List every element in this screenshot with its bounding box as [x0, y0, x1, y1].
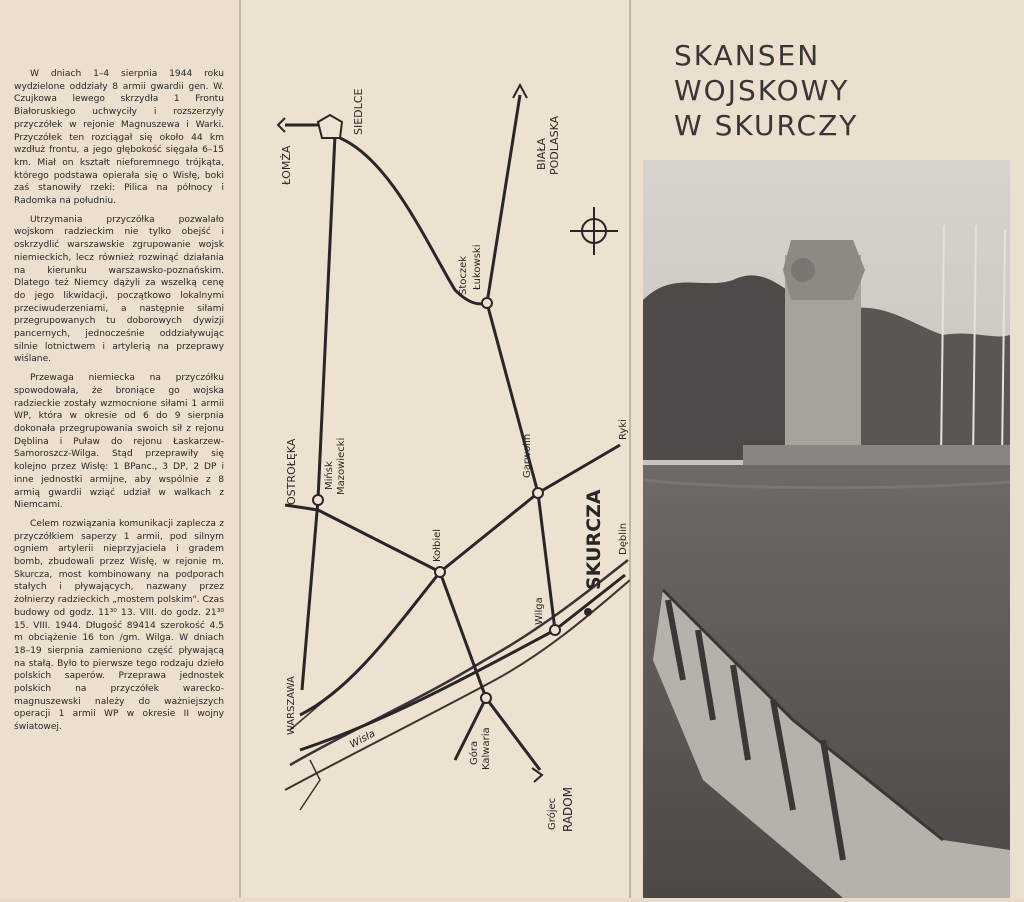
label-gora-1: Góra	[469, 740, 480, 765]
label-kolbiel: Kołbiel	[432, 528, 443, 562]
siedlce-symbol	[318, 115, 342, 138]
paragraph: W dniach 1–4 sierpnia 1944 roku wydzielone oddziały 8 armii gwardii gen. W. Czujkowa lewego skrzydła 1 Frontu Białoruskiego uchwyciły i rozszerzyły przyczółek w rejonie Magnuszewa i Warki. Przyczółek ten rozciągał się około 44 km wzdłuż frontu, a jego głębokość sięgała 6–15 km. Miał on kształt nieforemnego trójkąta, którego podstawa opierała się o Wisłę, boki zaś stanowiły rzeki: Pilica na północy i Radomka na południu.	[14, 69, 224, 207]
monument-photo	[643, 160, 1010, 898]
skurcza-point	[584, 608, 592, 616]
node-stoczek	[482, 298, 492, 308]
paragraph: Przewaga niemiecka na przyczółku spowodowała, że broniące go wojska radzieckie zostały wzmocnione siłami 1 armii WP, która w okresie od 6 do 9 sierpnia dokonała przegrupowania swoich sił z rejonu Dęblina i Puław do rejonu Łaskarzew-Samoroszcz-Wilga. Stąd przeprawiły się kolejno przez Wisłę: 1 BPanc., 3 DP, 2 DP i inne jednostki armijne, aby wspólnie z 8 armią gwardii wziąć udział w walkach z Niemcami.	[14, 373, 224, 511]
label-stoczek-1: Stoczek	[458, 255, 469, 295]
label-wilga: Wilga	[534, 597, 545, 625]
title-line: W SKURCZY	[674, 109, 859, 142]
label-gora-2: Kalwaria	[481, 727, 492, 770]
fold-line	[239, 0, 241, 898]
label-ryki: Ryki	[618, 419, 629, 440]
label-ostroleka: OSTROŁĘKA	[285, 438, 298, 505]
node-gora	[481, 693, 491, 703]
label-biala-1: BIAŁA	[535, 137, 548, 170]
title-line: WOJSKOWY	[674, 74, 850, 107]
arrow-radom	[532, 768, 542, 782]
cover-title	[674, 38, 858, 143]
label-biala-2: PODLASKA	[548, 115, 561, 175]
label-minsk-1: Mińsk	[324, 461, 335, 490]
label-siedlce: SIEDLCE	[352, 88, 365, 135]
map	[240, 0, 630, 898]
arrow-lomza	[278, 118, 285, 132]
node-minsk	[313, 495, 323, 505]
label-warszawa: WARSZAWA	[286, 676, 297, 735]
node-garwolin	[533, 488, 543, 498]
road-garwolin-ryki	[538, 445, 620, 493]
label-radom: RADOM	[561, 786, 575, 832]
road-ostroleka	[285, 493, 538, 572]
compass-icon	[570, 207, 618, 255]
label-stoczek-2: Łukowski	[472, 244, 483, 290]
paragraph: Celem rozwiązania komunikacji zaplecza z przyczółkiem saperzy 1 armii, pod silnym ogniem artylerii nieprzyjaciela i gradem bomb, zbudowali przez Wisłę, w rejonie m. Skurcza, most kombinowany na podporach stałych i pływających, nazwany przez żołnierzy radzieckich „mostem polskim". Czas budowy od godz. 11³⁰ 13. VIII. do godz. 21³⁰ 15. VIII. 1944. Długość 89414 szerokość 4.5 m obciążenie 16 ton /gm. Wilga. W dniach 18–19 sierpnia zamieniono część pływającą na stałą. Było to pierwsze tego rodzaju dzieło polskich saperów. Przeprawa jednostek polskich na przyczółek warecko-magnuszewski należy do ważniejszych operacji 1 armii WP w okresie II wojny światowej.	[14, 518, 224, 733]
label-minsk-2: Mazowiecki	[336, 437, 347, 495]
paragraph: Utrzymania przyczółka pozwalało wojskom radzieckim nie tylko obejść i oskrzydlić warszawskie zgrupowanie wojsk niemieckich, lecz również rozwinąć działania na kierunku warszawsko-poznańskim. Dlatego też Niemcy dążyli za wszelką cenę do jego likwidacji, początkowo lokalnymi przeciwuderzeniami, a następnie siłami przegrupowanych tu doborowych dywizji pancernych, jednocześnie oddziaływując silnie lotnictwem i artylerią na przeprawy wiślane.	[14, 214, 224, 365]
node-wilga	[550, 625, 560, 635]
road-biala-podlaska	[340, 95, 520, 304]
road-siedlce-warszawa	[302, 135, 335, 690]
title-line: SKANSEN	[674, 39, 821, 72]
label-wisla: Wisła	[348, 728, 378, 751]
label-deblin: Dęblin	[618, 522, 629, 555]
node-kolbiel	[435, 567, 445, 577]
history-text	[14, 68, 224, 740]
fold-line	[629, 0, 631, 898]
label-skurcza: SKURCZA	[583, 489, 605, 590]
label-garwolin: Garwolin	[522, 433, 533, 478]
label-grojec: Grójec	[547, 797, 558, 830]
road-stoczek-garwolin	[487, 303, 555, 630]
map-panel	[240, 0, 630, 898]
left-panel	[0, 0, 240, 898]
label-lomza: ŁOMŻA	[280, 145, 293, 185]
